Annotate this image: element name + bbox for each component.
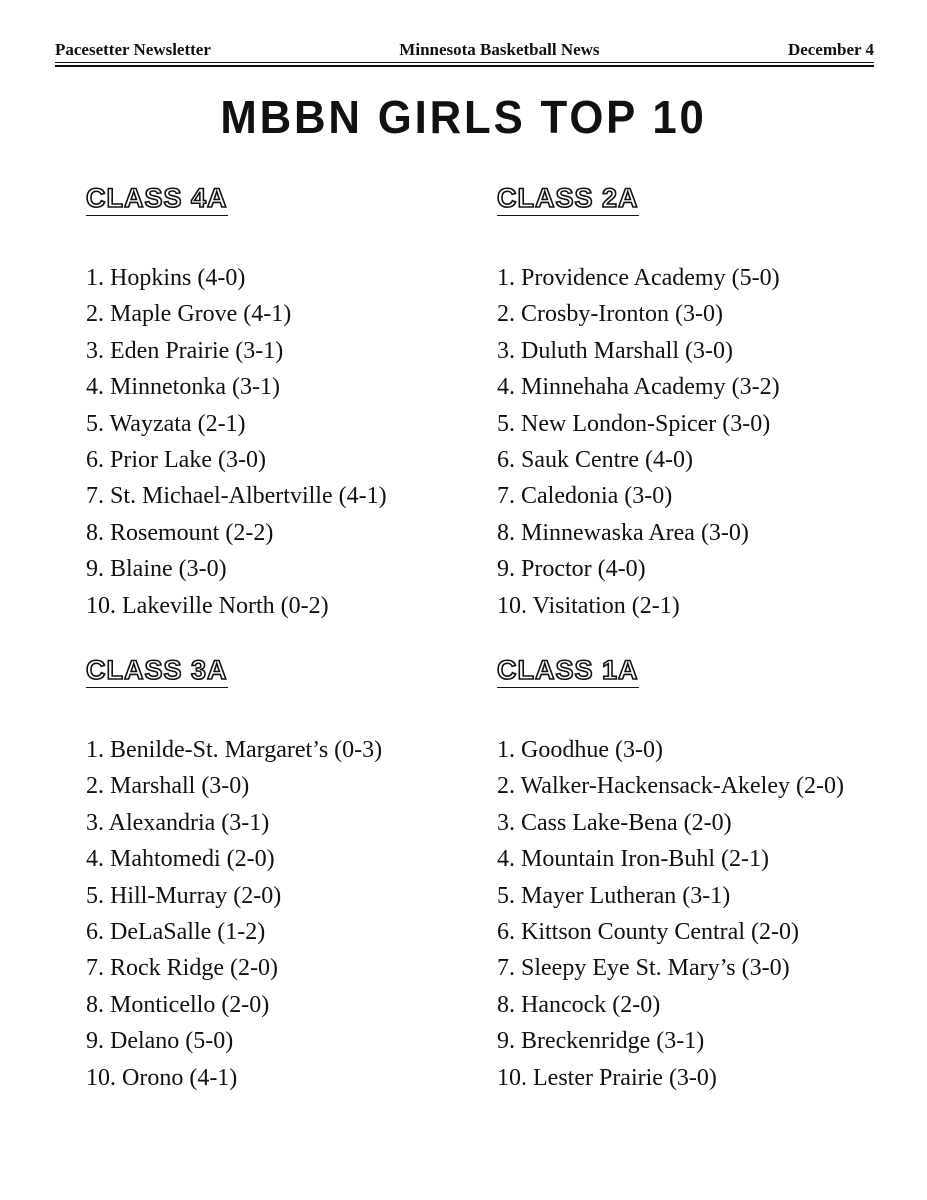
header-rule-thin [55, 62, 874, 63]
section-title-class-1a: CLASS 1A [497, 654, 639, 688]
ranking-item: 10. Lakeville North (0-2) [86, 592, 329, 619]
ranking-item: 1. Hopkins (4-0) [86, 265, 246, 291]
ranking-item: 9. Delano (5-0) [86, 1028, 234, 1055]
ranking-item: 2. Maple Grove (4-1) [86, 301, 292, 328]
ranking-item: 8. Hancock (2-0) [497, 991, 661, 1018]
ranking-list-class-3a [86, 732, 382, 1096]
ranking-item: 3. Alexandria (3-1) [86, 809, 270, 836]
ranking-item: 1. Providence Academy (5-0) [497, 265, 780, 291]
ranking-item: 10. Orono (4-1) [86, 1064, 238, 1091]
ranking-item: 3. Eden Prairie (3-1) [86, 337, 284, 364]
ranking-item: 8. Rosemount (2-2) [86, 519, 274, 546]
ranking-item: 5. Mayer Lutheran (3-1) [497, 882, 731, 909]
ranking-list-class-4a [86, 260, 387, 624]
newsletter-header [55, 40, 874, 60]
page-title: MBBN GIRLS TOP 10 [220, 91, 707, 143]
ranking-item: 6. DeLaSalle (1-2) [86, 919, 266, 946]
ranking-item: 9. Breckenridge (3-1) [497, 1028, 705, 1055]
ranking-item: 9. Blaine (3-0) [86, 556, 227, 583]
ranking-item: 3. Cass Lake-Bena (2-0) [497, 809, 732, 836]
ranking-list-class-1a [497, 732, 844, 1096]
ranking-item: 2. Marshall (3-0) [86, 773, 250, 800]
section-title-class-2a: CLASS 2A [497, 182, 639, 216]
ranking-item: 7. St. Michael-Albertville (4-1) [86, 483, 387, 510]
section-class-3a [86, 654, 382, 1096]
ranking-item: 6. Prior Lake (3-0) [86, 447, 266, 474]
ranking-item: 10. Lester Prairie (3-0) [497, 1064, 717, 1091]
ranking-item: 2. Crosby-Ironton (3-0) [497, 301, 723, 328]
ranking-item: 2. Walker-Hackensack-Akeley (2-0) [497, 773, 844, 800]
ranking-item: 6. Sauk Centre (4-0) [497, 447, 693, 474]
section-class-2a [497, 182, 780, 624]
ranking-item: 1. Goodhue (3-0) [497, 737, 663, 763]
ranking-item: 5. Wayzata (2-1) [86, 410, 246, 437]
ranking-item: 7. Caledonia (3-0) [497, 483, 673, 510]
publication-name: Minnesota Basketball News [399, 40, 600, 59]
ranking-item: 7. Rock Ridge (2-0) [86, 955, 278, 982]
ranking-item: 10. Visitation (2-1) [497, 592, 680, 619]
ranking-item: 4. Minnehaha Academy (3-2) [497, 374, 780, 401]
ranking-item: 8. Minnewaska Area (3-0) [497, 519, 749, 546]
ranking-item: 6. Kittson County Central (2-0) [497, 919, 799, 946]
newsletter-name: Pacesetter Newsletter [55, 40, 211, 59]
ranking-item: 3. Duluth Marshall (3-0) [497, 337, 733, 364]
ranking-item: 8. Monticello (2-0) [86, 991, 270, 1018]
section-class-4a [86, 182, 387, 624]
section-class-1a [497, 654, 844, 1096]
section-title-class-4a: CLASS 4A [86, 182, 228, 216]
ranking-item: 5. New London-Spicer (3-0) [497, 410, 771, 437]
ranking-item: 9. Proctor (4-0) [497, 556, 646, 583]
header-rule-thick [55, 65, 874, 67]
ranking-item: 4. Mahtomedi (2-0) [86, 846, 275, 873]
ranking-item: 5. Hill-Murray (2-0) [86, 882, 282, 909]
ranking-list-class-2a [497, 260, 780, 624]
ranking-item: 4. Mountain Iron-Buhl (2-1) [497, 846, 769, 873]
ranking-item: 4. Minnetonka (3-1) [86, 374, 280, 401]
ranking-item: 7. Sleepy Eye St. Mary’s (3-0) [497, 955, 790, 982]
section-title-class-3a: CLASS 3A [86, 654, 228, 688]
ranking-item: 1. Benilde-St. Margaret’s (0-3) [86, 737, 383, 763]
issue-date: December 4 [787, 40, 874, 59]
